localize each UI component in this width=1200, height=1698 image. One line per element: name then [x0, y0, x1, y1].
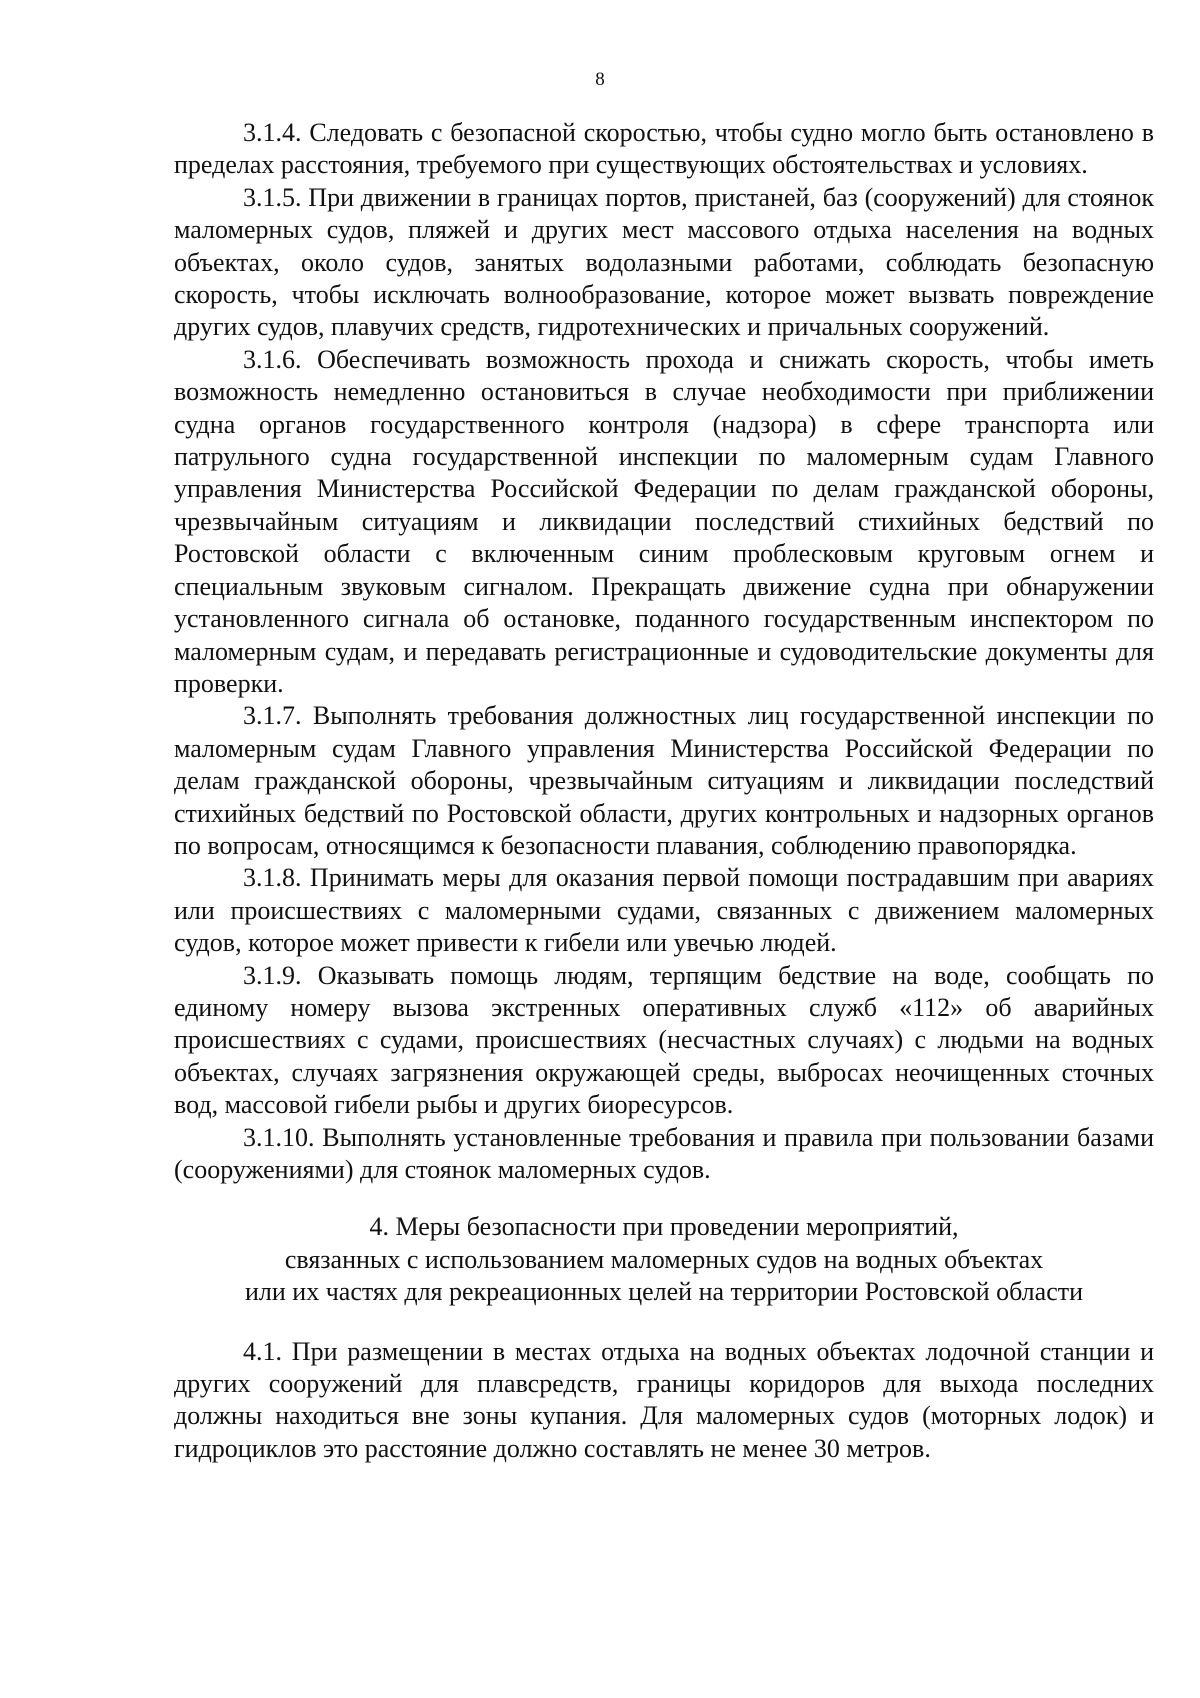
- section-4-heading: [174, 1211, 1154, 1308]
- document-body: [174, 117, 1154, 1465]
- section-4-heading-line-1: 4. Меры безопасности при проведении мероприятий,: [369, 1212, 959, 1242]
- paragraph-3-1-10: 3.1.10. Выполнять установленные требования и правила при пользовании базами (сооружениями) для стоянок маломерных судов.: [174, 1122, 1154, 1184]
- paragraph-3-1-5: 3.1.5. При движении в границах портов, пристаней, баз (сооружений) для стоянок маломерных судов, пляжей и других мест массового отдыха населения на водных объектах, около судов, занятых водолазными работами, соблюдать безопасную скорость, чтобы исключать волнообразование, которое может вызвать повреждение других судов, плавучих средств, гидротехнических и причальных сооружений.: [174, 182, 1154, 342]
- section-4-heading-line-2: связанных с использованием маломерных судов на водных объектах: [284, 1244, 1044, 1274]
- paragraph-3-1-4: 3.1.4. Следовать с безопасной скоростью, чтобы судно могло быть остановлено в пределах расстояния, требуемого при существующих обстоятельствах и условиях.: [174, 118, 1154, 180]
- paragraph-3-1-8: 3.1.8. Принимать меры для оказания первой помощи пострадавшим при авариях или происшествиях с маломерными судами, связанных с движением маломерных судов, которое может привести к гибели или увечью людей.: [174, 863, 1154, 958]
- paragraph-3-1-7: 3.1.7. Выполнять требования должностных лиц государственной инспекции по маломерным судам Главного управления Министерства Российской Федерации по делам гражданской обороны, чрезвычайным ситуациям и ликвидации последствий стихийных бедствий по Ростовской области, других контрольных и надзорных органов по вопросам, относящимся к безопасности плавания, соблюдению правопорядка.: [174, 701, 1154, 860]
- section-4-heading-line-3: или их частях для рекреационных целей на территории Ростовской области: [244, 1277, 1084, 1307]
- paragraph-3-1-9: 3.1.9. Оказывать помощь людям, терпящим бедствие на воде, сообщать по единому номеру вызова экстренных оперативных служб «112» об аварийных происшествиях с судами, происшествиях (несчастных случаях) с людьми на водных объектах, случаях загрязнения окружающей среды, выбросах неочищенных сточных вод, массовой гибели рыбы и других биоресурсов.: [174, 960, 1154, 1120]
- page-number: 8: [595, 69, 605, 90]
- paragraph-4-1: 4.1. При размещении в местах отдыха на водных объектах лодочной станции и других сооружений для плавсредств, границы коридоров для выхода последних должны находиться вне зоны купания. Для маломерных судов (моторных лодок) и гидроциклов это расстояние должно составлять не менее 30 метров.: [174, 1336, 1154, 1463]
- paragraph-3-1-6: 3.1.6. Обеспечивать возможность прохода и снижать скорость, чтобы иметь возможность немедленно остановиться в случае необходимости при приближении судна органов государственного контроля (надзора) в сфере транспорта или патрульного судна государственной инспекции по маломерным судам Главного управления Министерства Российской Федерации по делам гражданской обороны, чрезвычайным ситуациям и ликвидации последствий стихийных бедствий по Ростовской области с включенным синим проблесковым круговым огнем и специальным звуковым сигналом. Прекращать движение судна при обнаружении установленного сигнала об остановке, поданного государственным инспектором по маломерным судам, и передавать регистрационные и судоводительские документы для проверки.: [174, 344, 1154, 698]
